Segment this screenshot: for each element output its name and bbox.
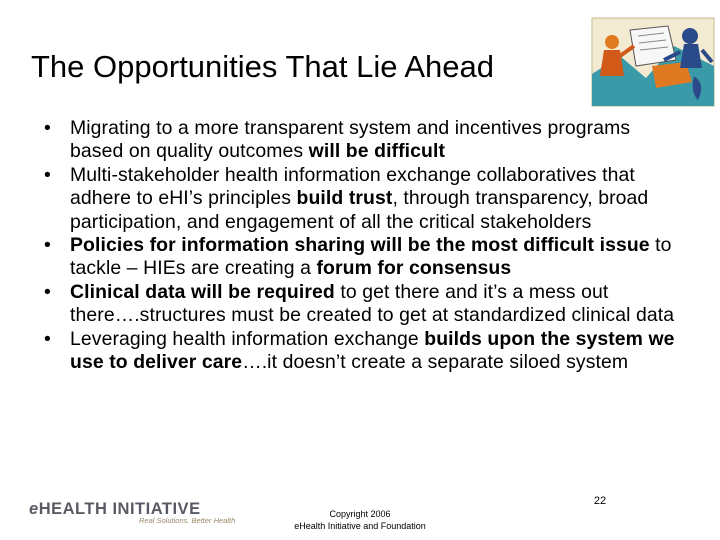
bullet-text: to tackle – HIEs are creating a bbox=[70, 234, 672, 280]
bullet-text: Multi-stakeholder health information exchange collaboratives that adhere to eHI’s principles bbox=[70, 163, 635, 210]
bullet-text: ….it doesn’t create a separate siloed system bbox=[242, 351, 629, 374]
copyright-owner: eHealth Initiative and Foundation bbox=[294, 521, 426, 531]
bullet-list bbox=[44, 117, 684, 374]
logo-wordmark: eHEALTH INITIATIVE bbox=[29, 500, 201, 518]
bullet-bold-text: will be difficult bbox=[308, 140, 446, 163]
bullet-item bbox=[44, 117, 684, 164]
bullet-bold-text: build trust bbox=[296, 187, 393, 210]
copyright-notice bbox=[280, 508, 440, 532]
copyright-line: Copyright 2006 bbox=[329, 509, 391, 519]
bullet-item bbox=[44, 281, 684, 328]
bullet-text: , through transparency, broad participation, and engagement of all the critical stakeholders bbox=[70, 187, 649, 233]
bullet-bold-text: builds upon the system we use to deliver care bbox=[70, 327, 675, 374]
slide-title: The Opportunities That Lie Ahead bbox=[31, 49, 495, 84]
bullet-dot: • bbox=[44, 280, 51, 303]
collaboration-clipart-icon bbox=[590, 16, 716, 108]
bullet-item bbox=[44, 164, 684, 234]
bullet-dot: • bbox=[44, 117, 51, 139]
bullet-dot: • bbox=[44, 327, 51, 350]
page-number: 22 bbox=[593, 495, 607, 507]
bullet-bold-text: Clinical data will be required bbox=[70, 280, 335, 303]
bullet-text: to get there and it’s a mess out there….structures must be created to get at standardized clinical data bbox=[70, 280, 675, 327]
bullet-item bbox=[44, 328, 684, 375]
ehealth-logo-icon bbox=[29, 496, 236, 530]
bullet-text: Leveraging health information exchange bbox=[70, 327, 425, 350]
bullet-dot: • bbox=[44, 234, 51, 257]
bullet-bold-text: forum for consensus bbox=[316, 257, 512, 280]
bullet-bold-text: Policies for information sharing will be the most difficult issue bbox=[70, 234, 650, 257]
bullet-item bbox=[44, 234, 684, 281]
bullet-dot: • bbox=[44, 163, 51, 186]
logo-tagline: Real Solutions. Better Health bbox=[139, 516, 236, 525]
bullet-text: Migrating to a more transparent system and incentives programs based on quality outcomes bbox=[70, 117, 631, 163]
